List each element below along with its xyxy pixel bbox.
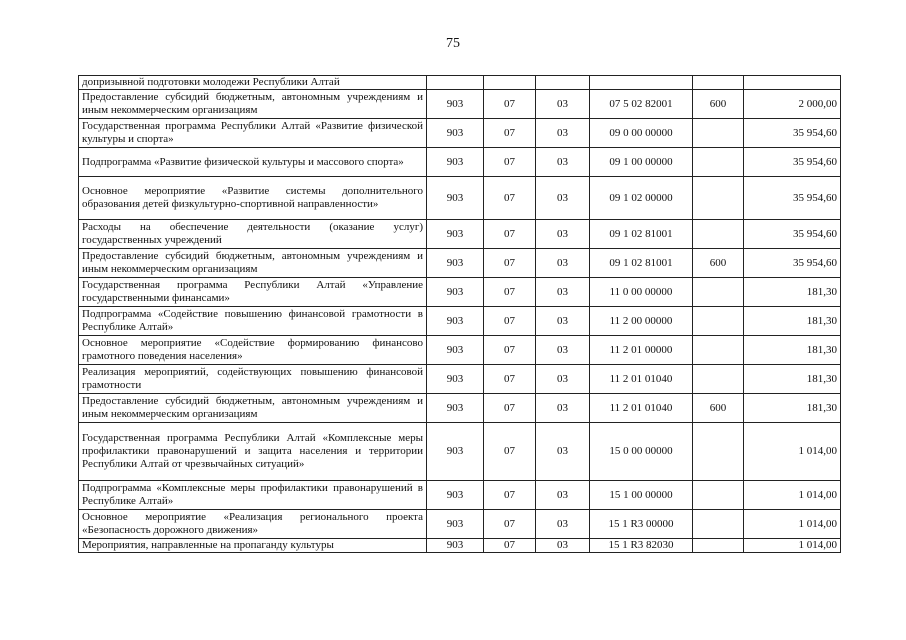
table-row	[79, 307, 841, 336]
expense-type-cell	[693, 423, 744, 481]
expense-type-cell	[693, 336, 744, 365]
expense-name-cell: Мероприятия, направленные на пропаганду культуры	[79, 539, 427, 553]
page-number: 75	[446, 36, 460, 51]
subsection-code-cell: 03	[536, 336, 590, 365]
amount-cell: 1 014,00	[744, 481, 841, 510]
table-row	[79, 336, 841, 365]
section-code-cell: 07	[484, 148, 536, 177]
amount-cell: 35 954,60	[744, 177, 841, 220]
target-article-cell: 15 0 00 00000	[590, 423, 693, 481]
table-row	[79, 481, 841, 510]
amount-cell: 35 954,60	[744, 119, 841, 148]
amount-cell: 181,30	[744, 278, 841, 307]
subsection-code-cell: 03	[536, 90, 590, 119]
target-article-cell: 11 0 00 00000	[590, 278, 693, 307]
expense-name-cell: Подпрограмма «Комплексные меры профилактики правонарушений в Республике Алтай»	[79, 481, 427, 510]
subsection-code-cell: 03	[536, 177, 590, 220]
subsection-code-cell: 03	[536, 394, 590, 423]
section-code-cell: 07	[484, 394, 536, 423]
expense-name-cell: Предоставление субсидий бюджетным, автономным учреждениям и иным некоммерческим организациям	[79, 394, 427, 423]
target-article-cell: 09 0 00 00000	[590, 119, 693, 148]
table-row	[79, 539, 841, 553]
expense-type-cell	[693, 307, 744, 336]
section-code-cell: 07	[484, 220, 536, 249]
ministry-code-cell: 903	[427, 249, 484, 278]
ministry-code-cell	[427, 76, 484, 90]
amount-cell: 1 014,00	[744, 423, 841, 481]
target-article-cell: 11 2 00 00000	[590, 307, 693, 336]
section-code-cell: 07	[484, 336, 536, 365]
target-article-cell: 07 5 02 82001	[590, 90, 693, 119]
ministry-code-cell: 903	[427, 90, 484, 119]
target-article-cell	[590, 76, 693, 90]
table-row	[79, 365, 841, 394]
ministry-code-cell: 903	[427, 481, 484, 510]
amount-cell: 181,30	[744, 365, 841, 394]
expense-name-cell: Государственная программа Республики Алтай «Развитие физической культуры и спорта»	[79, 119, 427, 148]
ministry-code-cell: 903	[427, 220, 484, 249]
amount-cell: 1 014,00	[744, 510, 841, 539]
subsection-code-cell: 03	[536, 481, 590, 510]
expense-type-cell	[693, 119, 744, 148]
expense-name-cell: Подпрограмма «Развитие физической культуры и массового спорта»	[79, 148, 427, 177]
expense-name-cell: Предоставление субсидий бюджетным, автономным учреждениям и иным некоммерческим организациям	[79, 249, 427, 278]
target-article-cell: 09 1 00 00000	[590, 148, 693, 177]
expense-name-cell: Государственная программа Республики Алтай «Управление государственными финансами»	[79, 278, 427, 307]
expense-type-cell	[693, 365, 744, 394]
subsection-code-cell: 03	[536, 119, 590, 148]
section-code-cell: 07	[484, 249, 536, 278]
table-row	[79, 394, 841, 423]
expense-name-cell: Предоставление субсидий бюджетным, автономным учреждениям и иным некоммерческим организациям	[79, 90, 427, 119]
expense-type-cell: 600	[693, 249, 744, 278]
section-code-cell: 07	[484, 539, 536, 553]
subsection-code-cell: 03	[536, 423, 590, 481]
section-code-cell: 07	[484, 278, 536, 307]
amount-cell: 2 000,00	[744, 90, 841, 119]
target-article-cell: 09 1 02 00000	[590, 177, 693, 220]
subsection-code-cell: 03	[536, 148, 590, 177]
subsection-code-cell	[536, 76, 590, 90]
table-row	[79, 119, 841, 148]
expense-name-cell: Основное мероприятие «Содействие формированию финансово грамотного поведения населения»	[79, 336, 427, 365]
expense-name-cell: Государственная программа Республики Алтай «Комплексные меры профилактики правонарушений и защита населения и территории Республики Алтай от чрезвычайных ситуаций»	[79, 423, 427, 481]
section-code-cell: 07	[484, 510, 536, 539]
ministry-code-cell: 903	[427, 510, 484, 539]
expense-type-cell	[693, 76, 744, 90]
target-article-cell: 09 1 02 81001	[590, 249, 693, 278]
amount-cell: 35 954,60	[744, 249, 841, 278]
target-article-cell: 15 1 R3 00000	[590, 510, 693, 539]
ministry-code-cell: 903	[427, 394, 484, 423]
target-article-cell: 11 2 01 00000	[590, 336, 693, 365]
section-code-cell	[484, 76, 536, 90]
expense-type-cell: 600	[693, 394, 744, 423]
ministry-code-cell: 903	[427, 423, 484, 481]
table-row	[79, 220, 841, 249]
expense-name-cell: Основное мероприятие «Развитие системы дополнительного образования детей физкультурно-спортивной направленности»	[79, 177, 427, 220]
ministry-code-cell: 903	[427, 177, 484, 220]
amount-cell: 35 954,60	[744, 220, 841, 249]
table-row	[79, 278, 841, 307]
ministry-code-cell: 903	[427, 539, 484, 553]
target-article-cell: 11 2 01 01040	[590, 394, 693, 423]
expense-name-cell: Основное мероприятие «Реализация регионального проекта «Безопасность дорожного движения»	[79, 510, 427, 539]
table-row	[79, 510, 841, 539]
table-row	[79, 177, 841, 220]
subsection-code-cell: 03	[536, 539, 590, 553]
table-row	[79, 76, 841, 90]
budget-table-body	[79, 76, 841, 553]
section-code-cell: 07	[484, 481, 536, 510]
target-article-cell: 09 1 02 81001	[590, 220, 693, 249]
ministry-code-cell: 903	[427, 278, 484, 307]
amount-cell: 1 014,00	[744, 539, 841, 553]
expense-name-cell: допризывной подготовки молодежи Республики Алтай	[79, 76, 427, 90]
subsection-code-cell: 03	[536, 278, 590, 307]
amount-cell	[744, 76, 841, 90]
expense-type-cell: 600	[693, 90, 744, 119]
table-row	[79, 90, 841, 119]
expense-type-cell	[693, 148, 744, 177]
expense-type-cell	[693, 510, 744, 539]
section-code-cell: 07	[484, 365, 536, 394]
subsection-code-cell: 03	[536, 249, 590, 278]
ministry-code-cell: 903	[427, 119, 484, 148]
section-code-cell: 07	[484, 423, 536, 481]
table-row	[79, 148, 841, 177]
section-code-cell: 07	[484, 90, 536, 119]
expense-type-cell	[693, 481, 744, 510]
section-code-cell: 07	[484, 119, 536, 148]
ministry-code-cell: 903	[427, 148, 484, 177]
amount-cell: 181,30	[744, 307, 841, 336]
section-code-cell: 07	[484, 177, 536, 220]
ministry-code-cell: 903	[427, 307, 484, 336]
expense-name-cell: Подпрограмма «Содействие повышению финансовой грамотности в Республике Алтай»	[79, 307, 427, 336]
expense-name-cell: Реализация мероприятий, содействующих повышению финансовой грамотности	[79, 365, 427, 394]
table-row	[79, 249, 841, 278]
target-article-cell: 15 1 00 00000	[590, 481, 693, 510]
target-article-cell: 11 2 01 01040	[590, 365, 693, 394]
expense-type-cell	[693, 278, 744, 307]
expense-name-cell: Расходы на обеспечение деятельности (оказание услуг) государственных учреждений	[79, 220, 427, 249]
subsection-code-cell: 03	[536, 220, 590, 249]
budget-table	[78, 75, 841, 553]
expense-type-cell	[693, 220, 744, 249]
subsection-code-cell: 03	[536, 510, 590, 539]
ministry-code-cell: 903	[427, 365, 484, 394]
expense-type-cell	[693, 177, 744, 220]
subsection-code-cell: 03	[536, 365, 590, 394]
amount-cell: 35 954,60	[744, 148, 841, 177]
amount-cell: 181,30	[744, 336, 841, 365]
table-row	[79, 423, 841, 481]
section-code-cell: 07	[484, 307, 536, 336]
target-article-cell: 15 1 R3 82030	[590, 539, 693, 553]
subsection-code-cell: 03	[536, 307, 590, 336]
expense-type-cell	[693, 539, 744, 553]
amount-cell: 181,30	[744, 394, 841, 423]
ministry-code-cell: 903	[427, 336, 484, 365]
